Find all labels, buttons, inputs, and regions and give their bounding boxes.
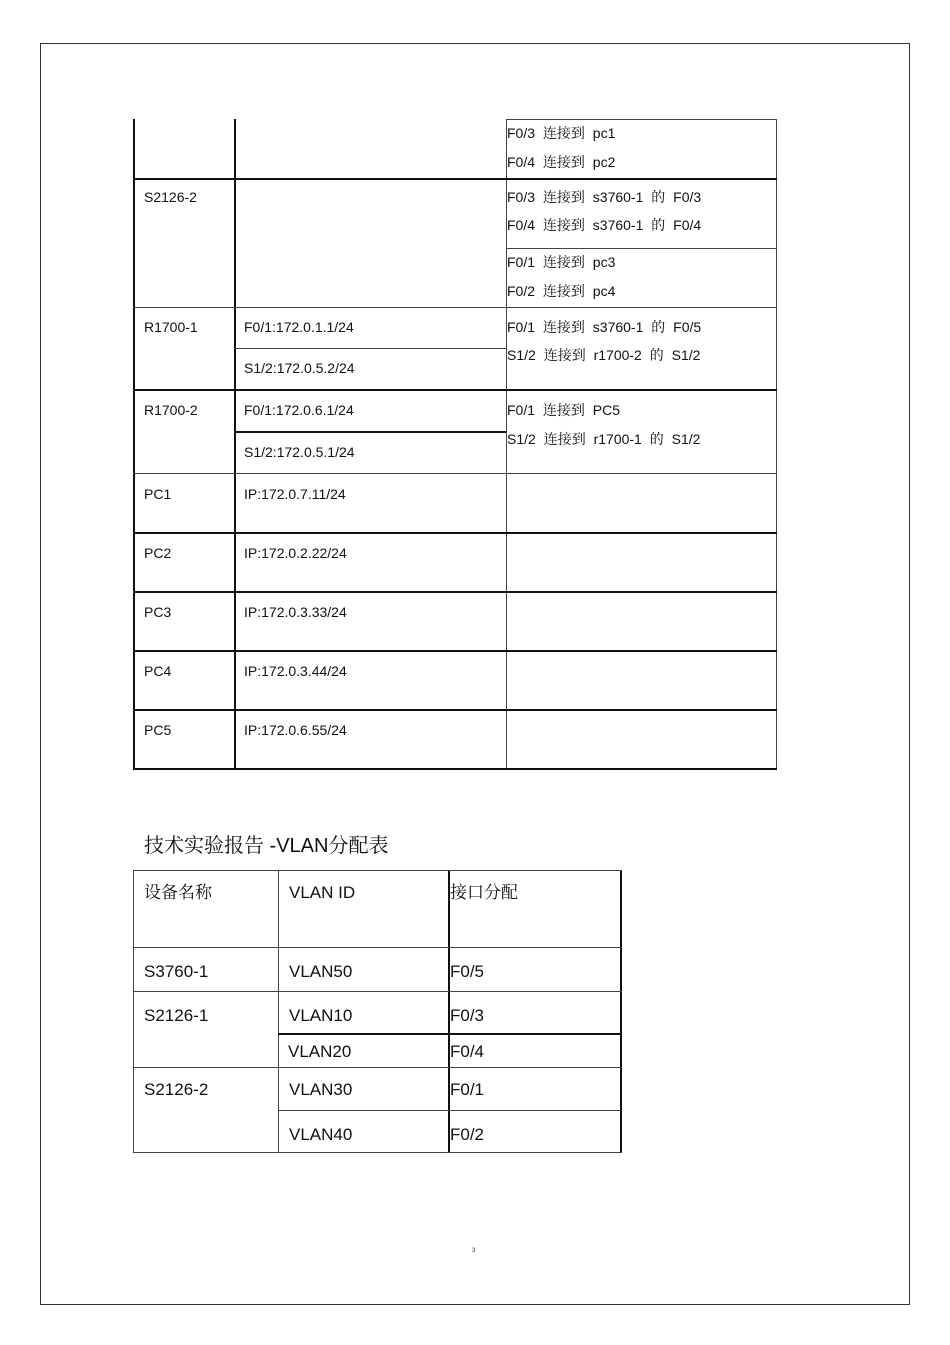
device-name: PC4 [144,663,172,679]
table-border-top [506,119,777,120]
device-name: S2126-2 [144,189,197,205]
vlan-id: VLAN30 [289,1080,353,1099]
device-name: PC1 [144,486,172,502]
connection-text: F0/4 连接到 s3760-1 的 F0/4 [507,217,702,233]
ip-address: S1/2:172.0.5.2/24 [244,360,355,376]
table-border-right [776,119,777,770]
ip-address: F0/1:172.0.6.1/24 [244,402,354,418]
table-border-bottom [133,768,777,770]
vlan-id: VLAN10 [289,1006,353,1025]
device-name: R1700-1 [144,319,198,335]
column-header: 设备名称 [144,883,212,902]
row-divider [133,991,622,992]
port-assignment: F0/4 [450,1042,485,1061]
device-name: S3760-1 [144,962,209,981]
connection-text: S1/2 连接到 r1700-2 的 S1/2 [507,347,701,363]
ip-address: IP:172.0.3.44/24 [244,663,347,679]
table-border-bottom [133,1152,622,1153]
row-divider [133,307,777,308]
row-divider [133,389,777,391]
table-border-top [133,870,622,871]
row-divider [278,1110,622,1111]
connection-text: F0/3 连接到 pc1 [507,125,616,141]
row-divider [278,1033,622,1035]
ip-address: IP:172.0.3.33/24 [244,604,347,620]
connection-text: F0/2 连接到 pc4 [507,283,616,299]
table-border-left [133,119,135,770]
vlan-id: VLAN40 [289,1125,353,1144]
row-divider [133,709,777,711]
connection-text: F0/1 连接到 pc3 [507,254,616,270]
vlan-id: VLAN50 [289,962,353,981]
ip-address: S1/2:172.0.5.1/24 [244,444,355,460]
table-border-left [133,870,134,1153]
port-assignment: F0/5 [450,962,485,981]
port-assignment: F0/2 [450,1125,485,1144]
vlan-id: VLAN20 [288,1042,352,1061]
connection-text: S1/2 连接到 r1700-1 的 S1/2 [507,431,701,447]
connection-text: F0/1 连接到 PC5 [507,402,621,418]
ip-address: F0/1:172.0.1.1/24 [244,319,354,335]
port-assignment: F0/1 [450,1080,485,1099]
column-header: 接口分配 [450,883,518,902]
device-name: S2126-1 [144,1006,209,1025]
row-divider [133,650,777,652]
column-header: VLAN ID [289,883,356,902]
row-divider [234,348,506,349]
device-name: R1700-2 [144,402,198,418]
connection-text: F0/1 连接到 s3760-1 的 F0/5 [507,319,702,335]
port-assignment: F0/3 [450,1006,485,1025]
row-divider [133,473,777,474]
connection-text: F0/3 连接到 s3760-1 的 F0/3 [507,189,702,205]
section-heading: 技术实验报告 -VLAN分配表 [144,835,389,857]
row-divider [133,947,622,948]
connection-text: F0/4 连接到 pc2 [507,154,616,170]
ip-address: IP:172.0.2.22/24 [244,545,347,561]
device-name: PC3 [144,604,172,620]
row-divider [133,532,777,534]
row-divider [506,248,777,249]
row-divider [133,1067,622,1068]
row-divider [234,431,506,433]
row-divider [133,178,777,180]
device-name: S2126-2 [144,1080,209,1099]
ip-address: IP:172.0.6.55/24 [244,722,347,738]
page-number: 3 [472,1248,476,1254]
ip-address: IP:172.0.7.11/24 [244,486,346,502]
row-divider [133,591,777,593]
device-name: PC5 [144,722,172,738]
device-name: PC2 [144,545,172,561]
table-column-divider [234,119,236,770]
